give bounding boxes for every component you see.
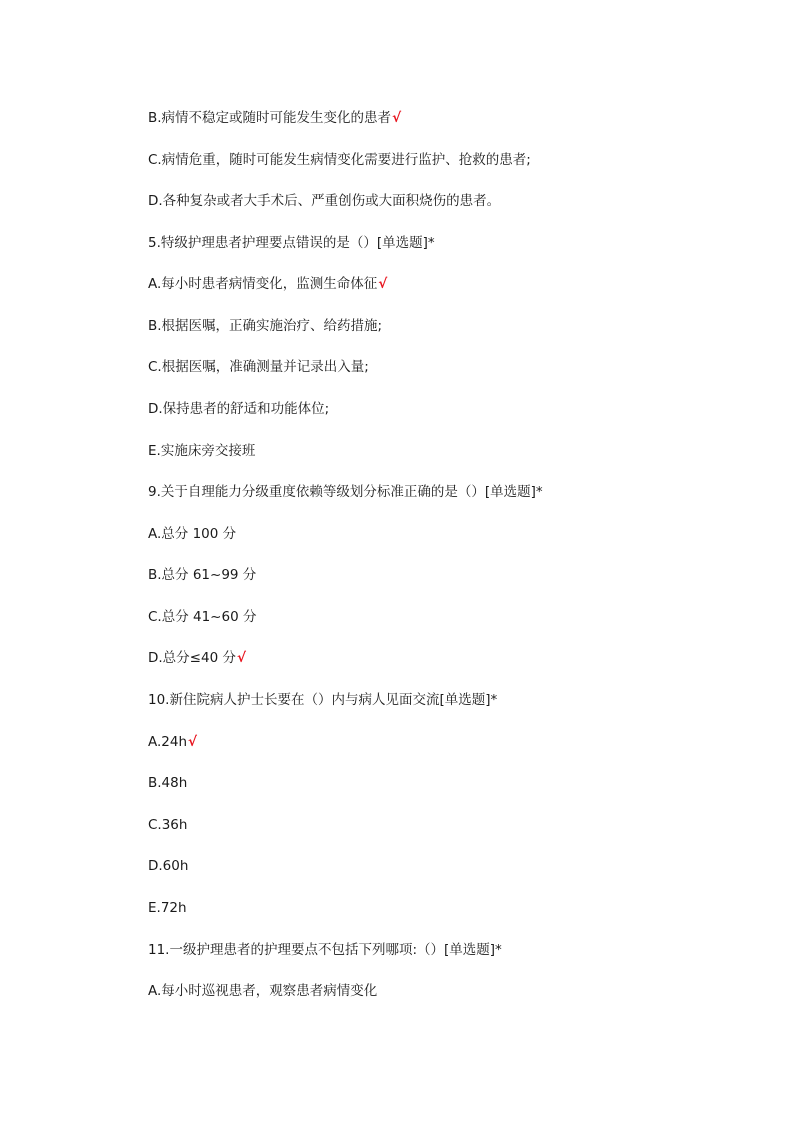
question-line: 10.新住院病人护士长要在（）内与病人见面交流[单选题]* [148,692,498,708]
option-line: B.病情不稳定或随时可能发生变化的患者√ [148,110,402,126]
check-mark: √ [378,276,388,292]
option-line: C.总分 41~60 分 [148,609,257,625]
option-line: A.每小时患者病情变化，监测生命体征√ [148,276,388,292]
option-line: B.根据医嘱，正确实施治疗、给药措施; [148,318,383,334]
option-line: D.60h [148,858,189,874]
question-line: 5.特级护理患者护理要点错误的是（）[单选题]* [148,235,435,251]
option-line: A.每小时巡视患者，观察患者病情变化 [148,983,378,999]
check-mark: √ [392,110,402,126]
question-line: 9.关于自理能力分级重度依赖等级划分标准正确的是（）[单选题]* [148,484,543,500]
option-line: A.总分 100 分 [148,526,237,542]
option-line: A.24h√ [148,734,198,750]
option-line: B.总分 61~99 分 [148,567,257,583]
option-line: D.保持患者的舒适和功能体位; [148,401,330,417]
option-line: E.72h [148,900,187,916]
option-line: B.48h [148,775,188,791]
option-line: E.实施床旁交接班 [148,443,256,459]
option-line: C.36h [148,817,188,833]
question-line: 11.一级护理患者的护理要点不包括下列哪项:（）[单选题]* [148,942,502,958]
check-mark: √ [236,650,246,666]
check-mark: √ [188,734,198,750]
option-line: D.各种复杂或者大手术后、严重创伤或大面积烧伤的患者。 [148,193,501,209]
option-line: C.根据医嘱，准确测量并记录出入量; [148,359,369,375]
option-line: C.病情危重，随时可能发生病情变化需要进行监护、抢救的患者; [148,152,531,168]
option-line: D.总分≤40 分√ [148,650,246,666]
